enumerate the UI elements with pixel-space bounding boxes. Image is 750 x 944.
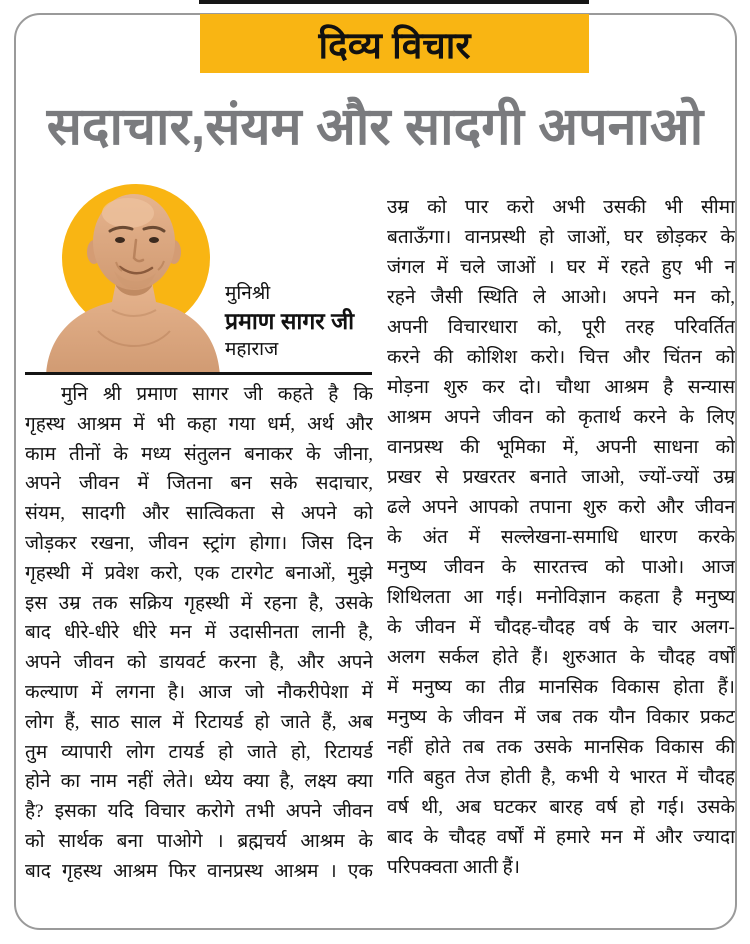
article-column-left — [25, 380, 373, 887]
text-line: मुनि श्री प्रमाण सागर जी कहते है कि — [61, 384, 373, 405]
text-line: बाद धीरे-धीरे धीरे मन में उदासीनता लानी है, — [25, 622, 373, 644]
text-line: अपने जीवन में जितना बन सके सदाचार, — [25, 473, 373, 495]
text-line: प्रखर से प्रखरतर बनाते जाओ, ज्यों-ज्यों उम्र — [387, 467, 735, 488]
text-line: रहने जैसी स्थिति ले आओ। अपने मन को, — [387, 287, 735, 308]
author-caption — [225, 280, 375, 364]
text-line: संयम, सादगी और सात्विकता से अपने को — [25, 503, 373, 525]
text-line: के अंत में सल्लेखना-समाधि धारण करके — [387, 527, 735, 548]
author-suffix: महाराज — [225, 339, 279, 360]
text-line: बाद के चौदह वर्षों में हमारे मन में और ज्यादा — [387, 827, 735, 848]
text-line: बताऊँगा। वानप्रस्थी हो जाओं, घर छोड़कर के — [387, 227, 735, 248]
article-headline: सदाचार,संयम और सादगी अपनाओ — [46, 97, 704, 156]
caption-separator-rule — [25, 372, 372, 375]
text-line: होने का नाम नहीं लेते। ध्येय क्या है, लक्ष्य क्या — [25, 771, 373, 793]
text-line: वानप्रस्थ की भूमिका में, अपनी साधना को — [387, 437, 735, 458]
author-prefix: मुनिश्री — [225, 283, 271, 304]
text-line: में मनुष्य का तीव्र मानसिक विकास होता हैं। — [387, 677, 735, 698]
text-line: को सार्थक बना पाओगे । ब्रह्मचर्य आश्रम के — [25, 830, 373, 852]
text-line: नहीं होते तब तक उसके मानसिक विकास की — [387, 737, 735, 758]
text-line: लोग हैं, साठ साल में रिटायर्ड हो जाते हैं, अब — [25, 711, 373, 733]
text-line: करने की कोशिश करो। चित्त और चिंतन को — [387, 347, 735, 368]
text-line: अलग सर्कल होते हैं। शुरुआत के चौदह वर्षों — [387, 647, 735, 668]
text-line: कल्याण में लगना है। आज जो नौकरीपेशा में — [25, 681, 373, 703]
text-line: है? इसका यदि विचार करोगे तभी अपने जीवन — [25, 801, 373, 823]
monk-portrait-illustration — [28, 168, 228, 373]
masthead-banner-label: दिव्य विचार — [318, 25, 471, 66]
text-line: के जीवन में चौदह-चौदह वर्ष के चार अलग- — [387, 617, 735, 638]
text-line: परिपक्वता आती हैं। — [387, 857, 520, 878]
text-line: जंगल में चले जाओं । घर में रहते हुए भी न — [387, 257, 735, 278]
text-line: मोड़ना शुरु कर दो। चौथा आश्रम है सन्यास — [387, 377, 735, 398]
text-line: काम तीनों के मध्य संतुलन बनाकर के जीना, — [25, 443, 373, 465]
text-line: वर्ष थी, अब घटकर बारह वर्ष हो गई। उसके — [387, 797, 735, 818]
text-line: जोड़कर रखना, जीवन स्ट्रांग होगा। जिस दिन — [25, 532, 373, 554]
article-column-right — [387, 193, 735, 883]
text-line: उम्र को पार करो अभी उसकी भी सीमा — [387, 197, 735, 218]
text-line: अपनी विचारधारा को, पूरी तरह परिवर्तित — [387, 317, 735, 338]
scan-edge-artifact — [199, 0, 589, 4]
text-line: गृहस्थी में प्रवेश करो, एक टारगेट बनाओं, मुझे — [25, 562, 373, 584]
text-line: गति बहुत तेज होती है, कभी ये भारत में चौदह — [387, 767, 735, 788]
text-line: ढले अपने आपको तपाना शुरु करो और जीवन — [387, 497, 735, 518]
text-line: शिथिलता आ गई। मनोविज्ञान कहता है मनुष्य — [387, 587, 735, 608]
text-line: आश्रम अपने जीवन को कृतार्थ करने के लिए — [387, 407, 735, 428]
text-line: इस उम्र तक सक्रिय गृहस्थी में रहना है, उसके — [25, 592, 373, 614]
text-line: मनुष्य जीवन के सारतत्त्व को पाओ। आज — [387, 557, 735, 578]
author-photo — [28, 168, 228, 373]
author-name: प्रमाण सागर जी — [225, 308, 355, 334]
text-line: तुम व्यापारी लोग टायर्ड हो जाते हो, रिटायर्ड — [25, 741, 373, 763]
text-line: मनुष्य के जीवन में जब तक यौन विकार प्रकट — [387, 707, 735, 728]
masthead-banner — [200, 14, 589, 73]
text-line: अपने जीवन को डायवर्ट करना है, और अपने — [25, 652, 373, 674]
text-line: गृहस्थ आश्रम में भी कहा गया धर्म, अर्थ और — [25, 413, 373, 435]
text-line: बाद गृहस्थ आश्रम फिर वानप्रस्थ आश्रम । एक — [25, 860, 373, 882]
